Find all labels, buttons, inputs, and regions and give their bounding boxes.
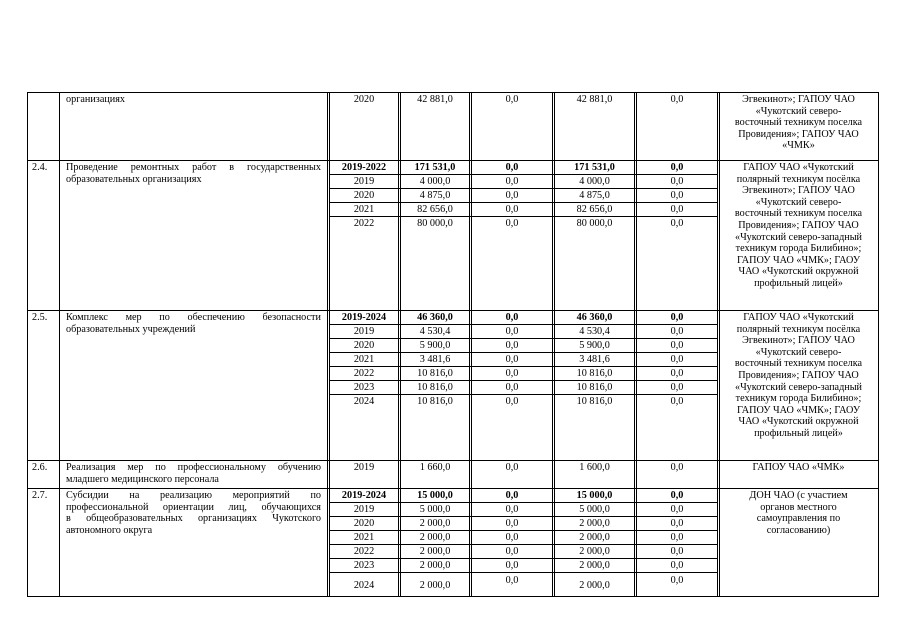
executor-line: Эгвекинот»; ГАПОУ ЧАО <box>742 185 855 197</box>
regional-cell: 82 656,0 <box>576 204 613 215</box>
executor-line: техникум города Билибино»; <box>735 393 862 405</box>
executor-line: Эгвекинот»; ГАПОУ ЧАО <box>742 94 855 105</box>
total-cell: 4 530,4 <box>419 326 451 337</box>
federal-cell: 0,0 <box>505 312 519 323</box>
other-cell: 0,0 <box>670 354 684 365</box>
executor-line: техникум города Билибино»; <box>735 243 862 255</box>
regional-cell: 10 816,0 <box>576 368 613 379</box>
year-cell: 2022 <box>353 218 375 229</box>
year-cell: 2019-2024 <box>341 490 387 501</box>
other-cell: 0,0 <box>670 518 684 529</box>
executor-line: Провидения»; ГАПОУ ЧАО <box>738 370 859 381</box>
executor-line: ГАПОУ ЧАО «Чукотский <box>743 162 854 173</box>
table-rule <box>329 324 718 325</box>
regional-cell: 10 816,0 <box>576 396 613 407</box>
table-rule <box>27 596 879 597</box>
federal-cell: 0,0 <box>505 546 519 557</box>
item-name-line: младшего медицинского персонала <box>66 473 219 485</box>
executor-line: ЧАО «Чукотский окружной <box>738 266 859 278</box>
executor-line: ГАПОУ ЧАО «ЧМК»; ГАОУ <box>736 404 861 416</box>
federal-cell: 0,0 <box>505 490 519 501</box>
table-rule <box>329 558 718 559</box>
federal-cell: 0,0 <box>505 575 519 586</box>
total-cell: 2 000,0 <box>419 518 451 529</box>
total-cell: 2 000,0 <box>419 580 451 591</box>
item-name-line: профессиональной ориентации лиц, обучающихся <box>66 501 321 513</box>
table-rule <box>329 366 718 367</box>
executor-line: ДОН ЧАО (с участием <box>749 490 848 501</box>
table-rule <box>27 310 879 311</box>
item-name-line: Реализация мер по профессиональному обучению <box>66 462 321 473</box>
table-rule <box>27 160 879 161</box>
executor-line: профильный лицей» <box>754 428 843 439</box>
total-cell: 1 660,0 <box>419 462 451 473</box>
table-rule <box>878 160 879 311</box>
total-cell: 4 000,0 <box>419 176 451 187</box>
executor-line: Провидения»; ГАПОУ ЧАО <box>738 220 859 231</box>
year-cell: 2024 <box>353 580 375 591</box>
table-rule <box>329 202 718 203</box>
table-rule <box>27 310 28 461</box>
year-cell: 2019 <box>353 504 375 515</box>
regional-cell: 46 360,0 <box>576 312 613 323</box>
item-name-line: автономного округа <box>66 525 153 537</box>
other-cell: 0,0 <box>670 396 684 407</box>
federal-cell: 0,0 <box>505 462 519 473</box>
table-rule <box>878 310 879 461</box>
table-rule <box>59 488 60 597</box>
other-cell: 0,0 <box>670 560 684 571</box>
executor-line: полярный техникум посёлка <box>736 173 861 185</box>
executor-line: полярный техникум посёлка <box>736 323 861 335</box>
table-rule <box>327 310 328 461</box>
year-cell: 2021 <box>353 204 375 215</box>
table-rule <box>329 338 718 339</box>
item-number: 2.5. <box>32 312 48 323</box>
executor-line: «Чукотский северо- <box>755 105 842 117</box>
executor-line: самоуправления по <box>756 513 841 525</box>
table-rule <box>27 460 28 489</box>
year-cell: 2021 <box>353 532 375 543</box>
federal-cell: 0,0 <box>505 326 519 337</box>
table-rule <box>878 488 879 597</box>
year-cell: 2020 <box>353 190 375 201</box>
item-number: 2.7. <box>32 490 48 501</box>
table-rule <box>329 216 718 217</box>
table-rule <box>27 488 879 489</box>
federal-cell: 0,0 <box>505 354 519 365</box>
table-rule <box>329 530 718 531</box>
regional-cell: 42 881,0 <box>576 94 613 105</box>
regional-cell: 2 000,0 <box>579 532 610 543</box>
table-rule <box>327 488 328 597</box>
federal-cell: 0,0 <box>505 162 519 173</box>
regional-cell: 171 531,0 <box>574 162 615 173</box>
other-cell: 0,0 <box>670 382 684 393</box>
regional-cell: 4 000,0 <box>579 176 610 187</box>
table-rule <box>327 460 328 489</box>
federal-cell: 0,0 <box>505 340 519 351</box>
regional-cell: 4 875,0 <box>579 190 610 201</box>
other-cell: 0,0 <box>670 575 684 586</box>
year-cell: 2019 <box>353 462 375 473</box>
item-name-line: Проведение ремонтных работ в государственных <box>66 162 321 173</box>
year-cell: 2019 <box>353 326 375 337</box>
total-cell: 42 881,0 <box>417 94 453 105</box>
federal-cell: 0,0 <box>505 218 519 229</box>
table-rule <box>878 92 879 161</box>
table-rule <box>327 92 328 161</box>
total-cell: 15 000,0 <box>417 490 453 501</box>
executor-line: «ЧМК» <box>782 140 815 152</box>
executor-line: восточный техникум поселка <box>734 117 863 129</box>
other-cell: 0,0 <box>670 326 684 337</box>
executor-line: «Чукотский северо- <box>755 196 842 208</box>
executor-line: ЧАО «Чукотский окружной <box>738 416 859 428</box>
item-number: 2.6. <box>32 462 48 473</box>
federal-cell: 0,0 <box>505 532 519 543</box>
executor-line: профильный лицей» <box>754 278 843 289</box>
federal-cell: 0,0 <box>505 368 519 379</box>
table-rule <box>27 460 879 461</box>
year-cell: 2024 <box>353 396 375 407</box>
table-rule <box>329 188 718 189</box>
total-cell: 4 875,0 <box>419 190 451 201</box>
other-cell: 0,0 <box>670 532 684 543</box>
federal-cell: 0,0 <box>505 518 519 529</box>
table-rule <box>329 394 718 395</box>
other-cell: 0,0 <box>670 340 684 351</box>
table-rule <box>27 92 879 93</box>
executor-line: согласованию) <box>766 524 831 536</box>
year-cell: 2023 <box>353 382 375 393</box>
table-rule <box>59 310 60 461</box>
regional-cell: 2 000,0 <box>579 580 610 591</box>
item-name-line: образовательных учреждений <box>66 323 196 335</box>
table-rule <box>329 544 718 545</box>
other-cell: 0,0 <box>670 462 684 473</box>
total-cell: 10 816,0 <box>417 396 453 407</box>
federal-cell: 0,0 <box>505 176 519 187</box>
other-cell: 0,0 <box>670 162 684 173</box>
executor-line: ГАПОУ ЧАО «ЧМК» <box>752 462 845 473</box>
federal-cell: 0,0 <box>505 94 519 105</box>
regional-cell: 3 481,6 <box>579 354 610 365</box>
table-rule <box>329 380 718 381</box>
table-rule <box>27 488 28 597</box>
other-cell: 0,0 <box>670 218 684 229</box>
total-cell: 46 360,0 <box>417 312 453 323</box>
table-rule <box>878 460 879 489</box>
other-cell: 0,0 <box>670 312 684 323</box>
year-cell: 2021 <box>353 354 375 365</box>
regional-cell: 2 000,0 <box>579 546 610 557</box>
federal-cell: 0,0 <box>505 560 519 571</box>
year-cell: 2022 <box>353 546 375 557</box>
executor-line: органов местного <box>760 501 837 513</box>
item-name-line: образовательных организациях <box>66 173 202 185</box>
federal-cell: 0,0 <box>505 382 519 393</box>
federal-cell: 0,0 <box>505 204 519 215</box>
executor-line: «Чукотский северо-западный <box>734 231 863 243</box>
total-cell: 2 000,0 <box>419 560 451 571</box>
federal-cell: 0,0 <box>505 504 519 515</box>
total-cell: 171 531,0 <box>414 162 456 173</box>
table-rule <box>329 516 718 517</box>
table-rule <box>327 160 328 311</box>
table-rule <box>329 352 718 353</box>
total-cell: 2 000,0 <box>419 532 451 543</box>
regional-cell: 15 000,0 <box>576 490 613 501</box>
regional-cell: 2 000,0 <box>579 560 610 571</box>
item-name-line: Комплекс мер по обеспечению безопасности <box>66 312 321 323</box>
other-cell: 0,0 <box>670 176 684 187</box>
year-cell: 2019-2022 <box>341 162 387 173</box>
other-cell: 0,0 <box>670 94 684 105</box>
executor-line: восточный техникум поселка <box>734 208 863 220</box>
other-cell: 0,0 <box>670 504 684 515</box>
item-name-line: Субсидии на реализацию мероприятий по <box>66 490 321 501</box>
total-cell: 5 000,0 <box>419 504 451 515</box>
regional-cell: 2 000,0 <box>579 518 610 529</box>
executor-line: ГАПОУ ЧАО «Чукотский <box>743 312 854 323</box>
year-cell: 2019 <box>353 176 375 187</box>
table-rule <box>27 160 28 311</box>
other-cell: 0,0 <box>670 490 684 501</box>
table-rule <box>329 502 718 503</box>
executor-line: «Чукотский северо-западный <box>734 381 863 393</box>
executor-line: Эгвекинот»; ГАПОУ ЧАО <box>742 335 855 347</box>
executor-line: восточный техникум поселка <box>734 358 863 370</box>
table-rule <box>329 572 718 573</box>
total-cell: 3 481,6 <box>419 354 451 365</box>
total-cell: 82 656,0 <box>417 204 453 215</box>
total-cell: 10 816,0 <box>417 382 453 393</box>
other-cell: 0,0 <box>670 546 684 557</box>
table-rule <box>59 92 60 161</box>
regional-cell: 5 900,0 <box>579 340 610 351</box>
item-number: 2.4. <box>32 162 48 173</box>
total-cell: 5 900,0 <box>419 340 451 351</box>
total-cell: 80 000,0 <box>417 218 453 229</box>
regional-cell: 4 530,4 <box>579 326 610 337</box>
table-rule <box>59 160 60 311</box>
year-cell: 2022 <box>353 368 375 379</box>
federal-cell: 0,0 <box>505 190 519 201</box>
federal-cell: 0,0 <box>505 396 519 407</box>
item-name-line: в общеобразовательных организациях Чукотского <box>66 513 321 525</box>
year-cell: 2023 <box>353 560 375 571</box>
year-cell: 2020 <box>353 94 375 105</box>
executor-line: Провидения»; ГАПОУ ЧАО <box>738 128 859 140</box>
regional-cell: 5 000,0 <box>579 504 610 515</box>
executor-line: «Чукотский северо- <box>755 346 842 358</box>
year-cell: 2020 <box>353 340 375 351</box>
regional-cell: 1 600,0 <box>579 462 610 473</box>
item-name-line: организациях <box>66 94 126 105</box>
table-rule <box>27 92 28 161</box>
other-cell: 0,0 <box>670 368 684 379</box>
year-cell: 2020 <box>353 518 375 529</box>
table-rule <box>59 460 60 489</box>
executor-line: ГАПОУ ЧАО «ЧМК»; ГАОУ <box>736 254 861 266</box>
total-cell: 2 000,0 <box>419 546 451 557</box>
table-rule <box>329 174 718 175</box>
regional-cell: 10 816,0 <box>576 382 613 393</box>
other-cell: 0,0 <box>670 190 684 201</box>
other-cell: 0,0 <box>670 204 684 215</box>
year-cell: 2019-2024 <box>341 312 387 323</box>
regional-cell: 80 000,0 <box>576 218 613 229</box>
total-cell: 10 816,0 <box>417 368 453 379</box>
